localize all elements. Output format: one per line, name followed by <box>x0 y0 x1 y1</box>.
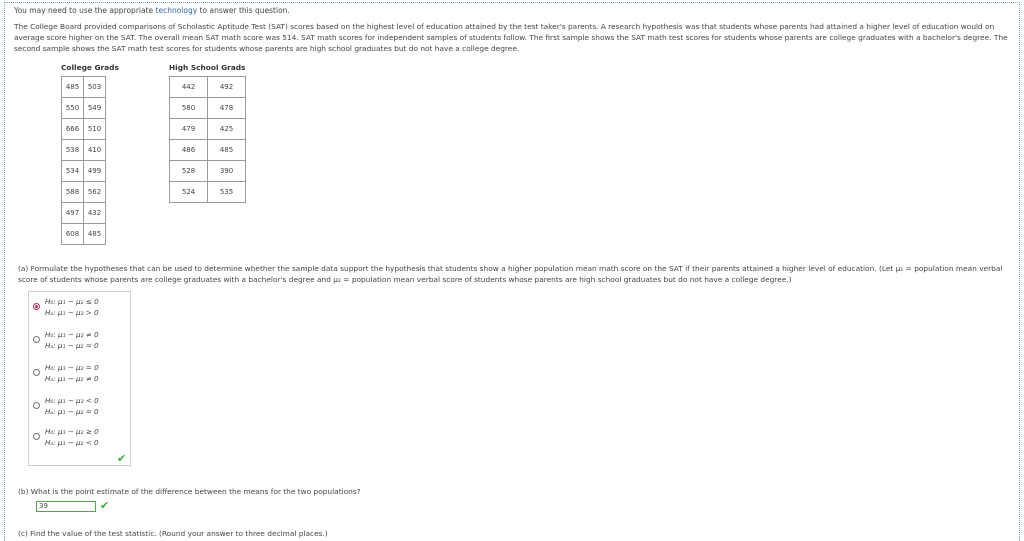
option-h0: H₀: μ₁ − μ₂ ≥ 0 <box>45 427 99 436</box>
table-cell: 478 <box>208 98 246 119</box>
radio-icon[interactable] <box>33 369 40 376</box>
table-row <box>62 119 106 140</box>
table-cell: 534 <box>62 161 84 182</box>
correct-check-icon: ✔ <box>100 499 110 512</box>
option-h0: H₀: μ₁ − μ₂ ≠ 0 <box>45 330 99 339</box>
frame-left-border <box>4 2 5 541</box>
table-cell: 485 <box>84 224 106 245</box>
note-suffix: to answer this question. <box>197 6 290 15</box>
radio-icon[interactable] <box>33 433 40 440</box>
correct-check-icon: ✔ <box>117 452 127 465</box>
part-c-question: (c) Find the value of the test statistic. (Round your answer to three decimal places.) <box>18 529 328 538</box>
table-row <box>170 119 246 140</box>
technology-link[interactable]: technology <box>155 6 198 15</box>
point-estimate-input[interactable]: 39 <box>36 501 96 512</box>
table-row <box>62 224 106 245</box>
radio-icon[interactable] <box>33 402 40 409</box>
hypothesis-option-3[interactable] <box>37 362 127 384</box>
table-row <box>170 140 246 161</box>
hypothesis-option-1[interactable] <box>37 296 127 318</box>
table-cell: 390 <box>208 161 246 182</box>
table-cell: 666 <box>62 119 84 140</box>
table-row <box>170 182 246 203</box>
college-grads-title: College Grads <box>61 63 119 72</box>
frame-right-border <box>1019 2 1020 541</box>
table-cell: 524 <box>170 182 208 203</box>
technology-note <box>14 6 290 15</box>
table-row <box>62 161 106 182</box>
table-cell: 486 <box>170 140 208 161</box>
table-row <box>62 98 106 119</box>
option-ha: Hₐ: μ₁ − μ₂ < 0 <box>45 438 99 447</box>
problem-intro: The College Board provided comparisons of Scholastic Aptitude Test (SAT) scores based on the highest level of education attained by the test taker's parents. A research hypothesis was that students whose parents had attained a higher level of education would on average score higher on the SAT. The overall mean SAT math score was 514. SAT math scores for independent samples of students follow. The first sample shows the SAT math test scores for students whose parents are college graduates with a bachelor's degree. The second sample shows the SAT math test scores for students whose parents are high school graduates but do not have a college degree. <box>14 22 1008 53</box>
radio-icon[interactable] <box>33 336 40 343</box>
table-row <box>170 98 246 119</box>
option-ha: Hₐ: μ₁ − μ₂ = 0 <box>45 341 99 350</box>
table-cell: 608 <box>62 224 84 245</box>
table-cell: 510 <box>84 119 106 140</box>
table-row <box>62 77 106 98</box>
table-cell: 503 <box>84 77 106 98</box>
table-cell: 588 <box>62 182 84 203</box>
table-cell: 535 <box>208 182 246 203</box>
table-row <box>170 161 246 182</box>
option-ha: Hₐ: μ₁ − μ₂ > 0 <box>45 308 99 317</box>
option-ha: Hₐ: μ₁ − μ₂ ≠ 0 <box>45 374 99 383</box>
hypothesis-option-4[interactable] <box>37 395 127 417</box>
table-row <box>62 140 106 161</box>
table-cell: 425 <box>208 119 246 140</box>
table-cell: 485 <box>208 140 246 161</box>
hypothesis-options <box>28 291 131 466</box>
frame-top-border <box>4 2 1020 3</box>
table-cell: 432 <box>84 203 106 224</box>
highschool-grads-title: High School Grads <box>169 63 246 72</box>
table-cell: 549 <box>84 98 106 119</box>
table-cell: 550 <box>62 98 84 119</box>
option-ha: Hₐ: μ₁ − μ₂ = 0 <box>45 407 99 416</box>
highschool-grads-table <box>169 76 246 203</box>
table-cell: 485 <box>62 77 84 98</box>
table-row <box>62 182 106 203</box>
table-cell: 580 <box>170 98 208 119</box>
table-cell: 410 <box>84 140 106 161</box>
table-cell: 562 <box>84 182 106 203</box>
part-b-question: (b) What is the point estimate of the difference between the means for the two populations? <box>18 487 361 496</box>
college-grads-table <box>61 76 106 245</box>
table-row <box>62 203 106 224</box>
note-prefix: You may need to use the appropriate <box>14 6 156 15</box>
part-a-question: (a) Formulate the hypotheses that can be used to determine whether the sample data support the hypothesis that students show a higher population mean math score on the SAT if their parents attained a higher level of education. (Let μ₁ = population mean verbal score of students whose parents are college graduates with a bachelor's degree and μ₂ = population mean verbal score of students whose parents are high school graduates but do not have a college degree.) <box>18 264 1003 284</box>
radio-selected-icon[interactable] <box>33 303 40 310</box>
table-cell: 528 <box>170 161 208 182</box>
option-h0: H₀: μ₁ − μ₂ < 0 <box>45 396 99 405</box>
hypothesis-option-2[interactable] <box>37 329 127 351</box>
option-h0: H₀: μ₁ − μ₂ ≤ 0 <box>45 297 99 306</box>
table-cell: 497 <box>62 203 84 224</box>
table-cell: 492 <box>208 77 246 98</box>
table-cell: 442 <box>170 77 208 98</box>
hypothesis-option-5[interactable] <box>37 426 127 448</box>
table-cell: 499 <box>84 161 106 182</box>
table-cell: 538 <box>62 140 84 161</box>
table-cell: 479 <box>170 119 208 140</box>
option-h0: H₀: μ₁ − μ₂ = 0 <box>45 363 99 372</box>
table-row <box>170 77 246 98</box>
